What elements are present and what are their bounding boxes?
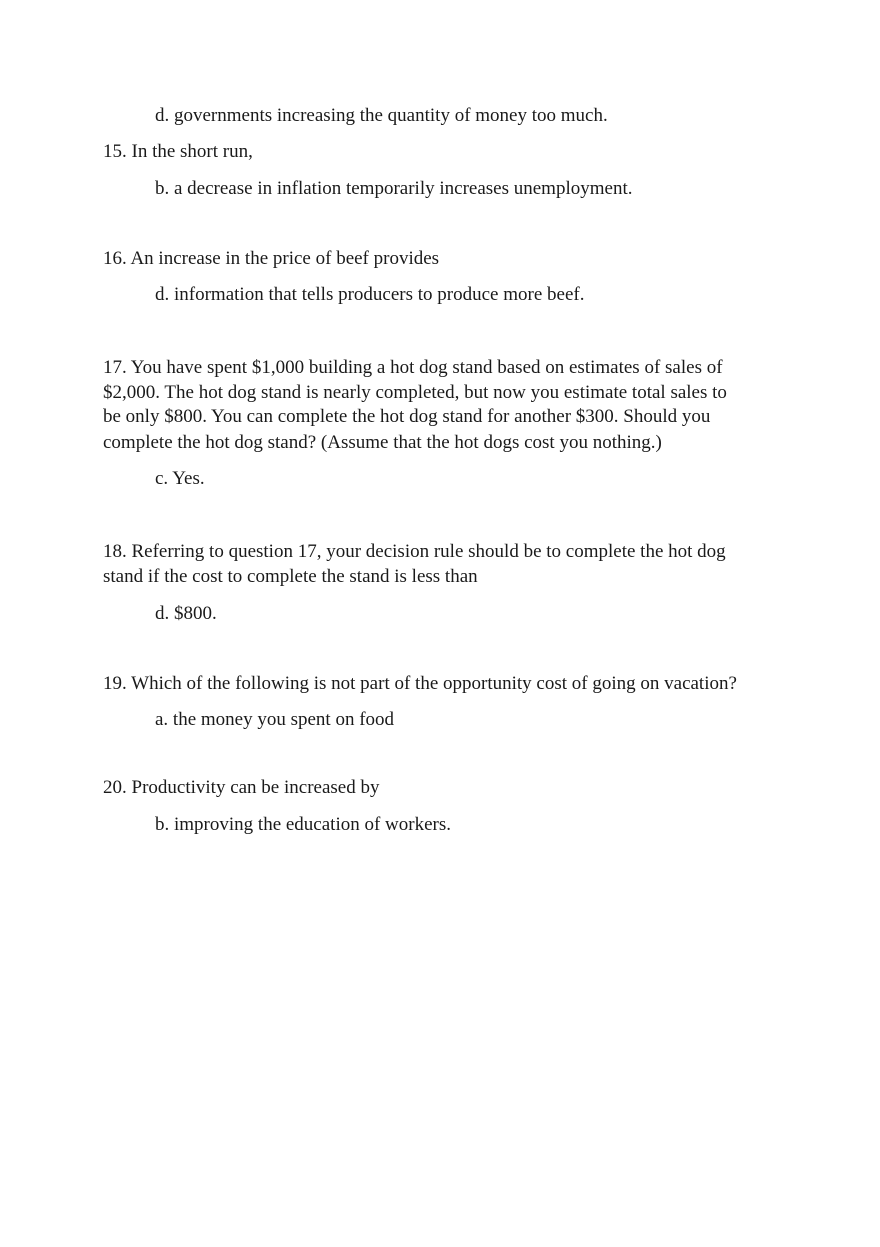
question-17-line-4: complete the hot dog stand? (Assume that the hot dogs cost you nothing.) [103,432,662,453]
question-17-line-1: 17. You have spent $1,000 building a hot dog stand based on estimates of sales of [103,357,723,378]
answer-14: d. governments increasing the quantity of money too much. [155,105,608,126]
question-18-line-2: stand if the cost to complete the stand is less than [103,566,478,587]
answer-18: d. $800. [155,603,217,624]
question-17-line-2: $2,000. The hot dog stand is nearly completed, but now you estimate total sales to [103,382,727,403]
question-17-line-3: be only $800. You can complete the hot dog stand for another $300. Should you [103,406,711,427]
answer-16: d. information that tells producers to produce more beef. [155,284,585,305]
question-16: 16. An increase in the price of beef provides [103,248,440,269]
question-19: 19. Which of the following is not part of the opportunity cost of going on vacation? [103,673,737,694]
answer-19: a. the money you spent on food [155,709,395,730]
answer-15: b. a decrease in inflation temporarily increases unemployment. [155,178,633,199]
answer-20: b. improving the education of workers. [155,814,452,835]
question-15: 15. In the short run, [103,141,253,162]
answer-17: c. Yes. [155,468,205,489]
question-20: 20. Productivity can be increased by [103,777,380,798]
question-18-line-1: 18. Referring to question 17, your decision rule should be to complete the hot dog [103,541,726,562]
